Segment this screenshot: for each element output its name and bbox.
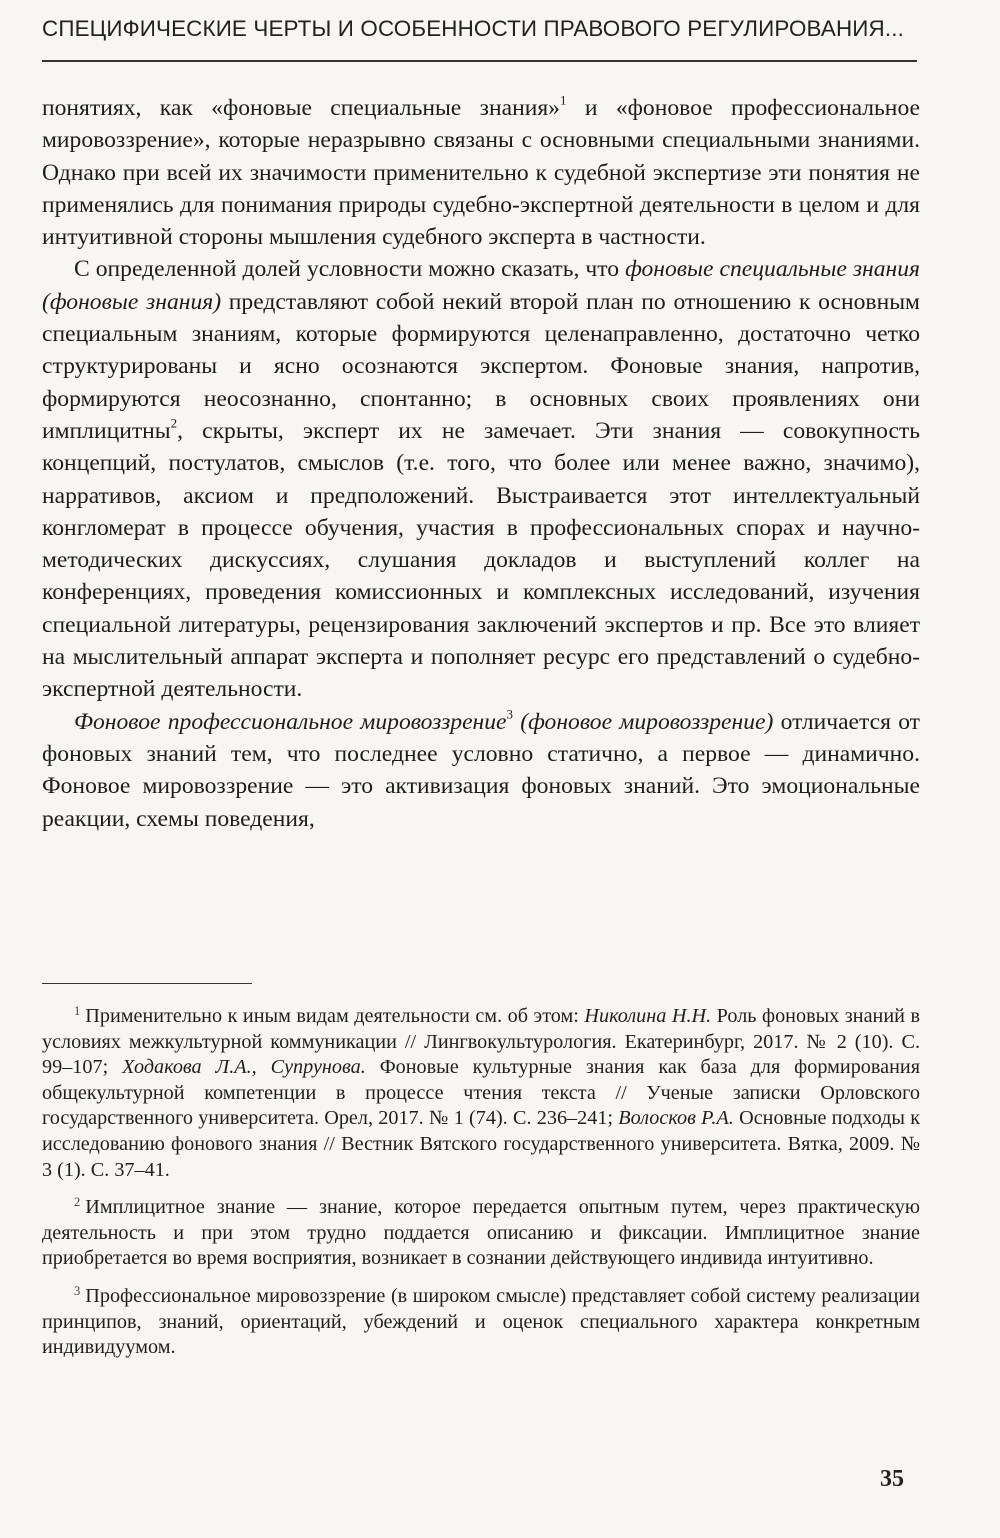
paragraph-2: С определенной долей условности можно сказать, что фоновые специальные знания (фоновые знания) представляют собой некий второй план по отношению к основным специальным знаниям, которые формируются целенаправленно, достаточно четко структурированы и ясно осознаются экспертом. Фоновые знания, напротив, формируются неосознанно, спонтанно; в основных своих проявлениях они имплицитны$^2$, скрыты, эксперт их не замечает. Эти знания — совокупность концепций, постулатов, смыслов (т.е. того, что более или менее важно, значимо), нарративов, аксиом и предположений. Выстраивается этот интеллектуальный конгломерат в процессе обучения, участия в профессиональных спорах и научно-методических дискуссиях, слушания докладов и выступлений коллег на конференциях, проведения комиссионных и комплексных исследований, изучения специальной литературы, рецензирования заключений экспертов и пр. Все это влияет на мыслительный аппарат эксперта и пополняет ресурс его представлений о судебно-экспертной деятельности.: [42, 256, 920, 703]
footnote-ref-1[interactable]: 1: [559, 92, 567, 108]
header-rule: [42, 60, 917, 62]
page-number: 35: [880, 1466, 904, 1492]
footnote-3: $^3$ Профессиональное мировоззрение (в широком смысле) представляет собой систему реализации принципов, знаний, ориентаций, убеждений и оценок специального характера конкретным индивидуумом.: [42, 1284, 920, 1359]
paragraph-1: понятиях, как «фоновые специальные знания»$^1$ и «фоновое профессиональное мировоззрение», которые неразрывно связаны с основными специальными знаниями. Однако при всей их значимости применительно к судебной экспертизе эти понятия не применялись для понимания природы судебно-экспертной деятельности в целом и для интуитивной стороны мышления судебного эксперта в частности.: [42, 92, 920, 251]
running-head: СПЕЦИФИЧЕСКИЕ ЧЕРТЫ И ОСОБЕННОСТИ ПРАВОВОГО РЕГУЛИРОВАНИЯ...: [42, 16, 904, 41]
main-text: [42, 92, 920, 835]
footnote-ref-2[interactable]: 2: [170, 415, 178, 431]
term-background-worldview: Фоновое профессиональное мировоззрение: [74, 708, 507, 735]
term-background-knowledge: фоновые специальные знания (фоновые знания): [42, 256, 920, 315]
footnote-ref-3[interactable]: 3: [506, 706, 513, 722]
footnote-2: $^2$ Имплицитное знание — знание, которое передается опытным путем, через практическую деятельность и при этом трудно поддается описанию и фиксации. Имплицитное знание приобретается во время восприятия, возникает в сознании действующего индивида интуитивно.: [42, 1195, 920, 1270]
footnote-rule: [42, 983, 252, 984]
footnotes: [42, 1004, 920, 1373]
footnote-1: $^1$ Применительно к иным видам деятельности см. об этом: Николина Н.Н. Роль фоновых знаний в условиях межкультурной коммуникации // Лингвокультурология. Екатеринбург, 2017. № 2 (10). С. 99–107; Ходакова Л.А., Супрунова. Фоновые культурные знания как база для формирования общекультурной компетенции в процессе чтения текста // Ученые записки Орловского государственного университета. Орел, 2017. № 1 (74). С. 236–241; Волосков Р.А. Основные подходы к исследованию фонового знания // Вестник Вятского государственного университета. Вятка, 2009. № 3 (1). С. 37–41.: [42, 1004, 921, 1181]
paragraph-3: Фоновое профессиональное мировоззрение$^3$ (фоновое мировоззрение) отличается от фоновых знаний тем, что последнее условно статично, а первое — динамично. Фоновое мировоззрение — это активизация фоновых знаний. Это эмоциональные реакции, схемы поведения,: [42, 706, 920, 832]
